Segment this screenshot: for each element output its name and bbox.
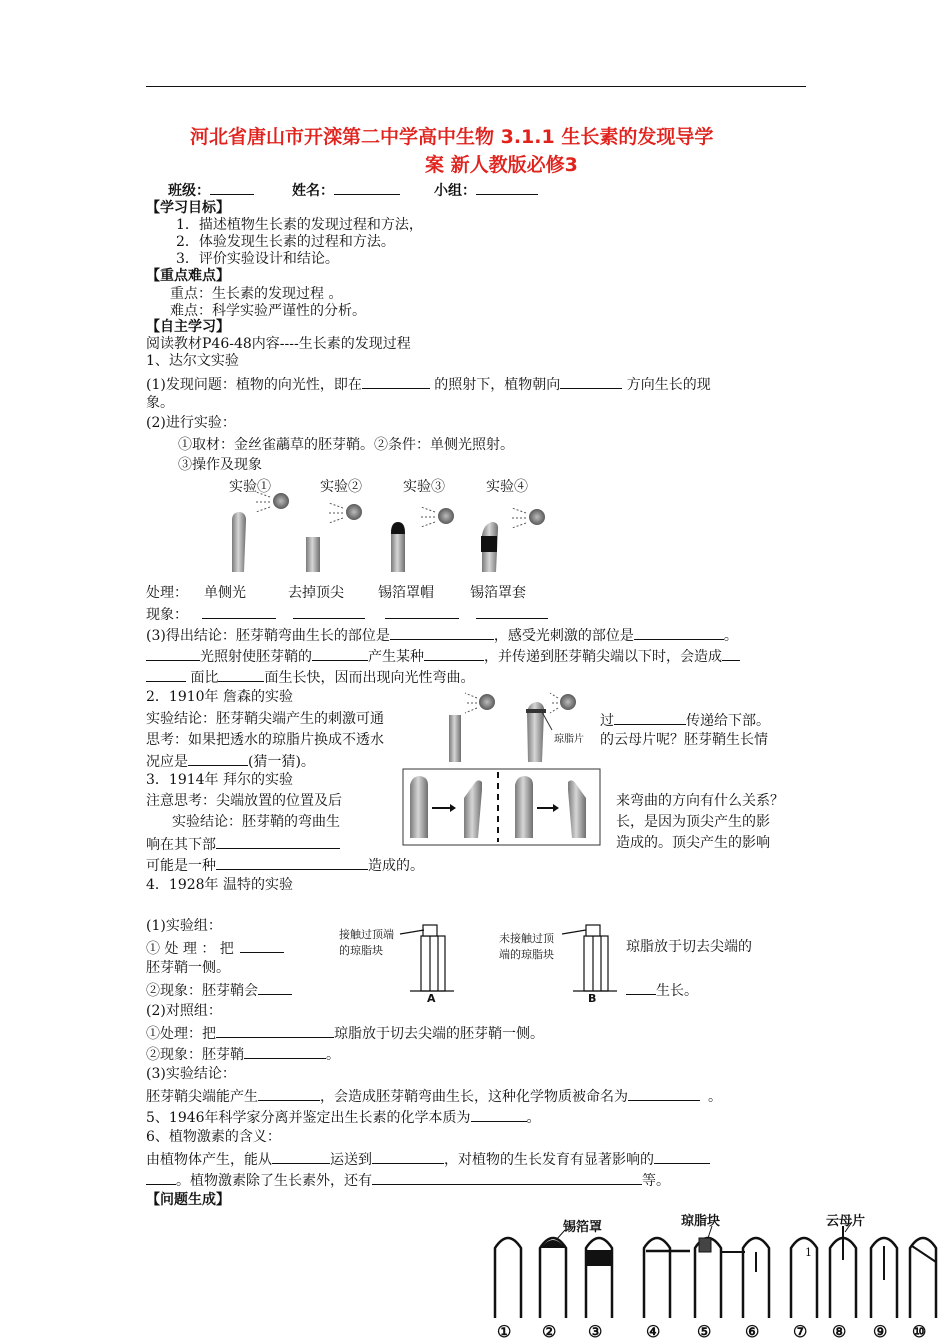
jensen-e: 的云母片呢？胚芽鞘生长情 [600, 732, 768, 748]
num-2: ② [542, 1322, 557, 1341]
goal-3: 3．评价实验设计和结论。 [176, 251, 339, 267]
darwin-q2a: ①取材：金丝雀虉草的胚芽鞘。②条件：单侧光照射。 [178, 437, 514, 453]
proc-4: 锡箔罩套 [470, 585, 526, 601]
went-label-b1: 未接触过顶 [499, 932, 554, 945]
went-A: A [427, 992, 436, 1005]
paal-f: 造成的。顶尖产生的影响 [616, 835, 770, 851]
label-foil: 锡箔罩 [563, 1220, 603, 1235]
num-4: ④ [646, 1322, 661, 1341]
section-self-study: 【自主学习】 [146, 319, 230, 335]
s6-a: 由植物体产生，能从 运送到 ，对植物的生长发育有显著影响的 [146, 1149, 710, 1169]
paal-title: 3．1914年 拜尔的实验 [146, 772, 293, 788]
jensen-a: 实验结论：胚芽鞘尖端产生的刺激可通 [146, 711, 384, 727]
num-3: ③ [588, 1322, 603, 1341]
paal-d: 长，是因为顶尖产生的影 [616, 814, 770, 830]
num-1: ① [497, 1322, 512, 1341]
s5: 5、1946年科学家分离并鉴定出生长素的化学本质为 。 [146, 1107, 541, 1127]
went-p1b: 琼脂放于切去尖端的 [626, 939, 752, 955]
exp-label-4: 实验④ [486, 479, 528, 495]
went-concl-text: 胚芽鞘尖端能产生 ，会造成胚芽鞘弯曲生长，这种化学物质被命名为 。 [146, 1086, 722, 1106]
num-7: ⑦ [793, 1322, 808, 1341]
difficulty: 难点：科学实验严谨性的分析。 [170, 303, 366, 319]
darwin-title: 1、达尔文实验 [146, 353, 239, 369]
paal-b: 来弯曲的方向有什么关系？ [616, 793, 784, 809]
proc-1: 单侧光 [204, 585, 246, 601]
jensen-b: 过 传递给下部。 [600, 710, 770, 730]
proc-3: 锡箔罩帽 [378, 585, 434, 601]
s6-b: 。植物激素除了生长素外，还有 等。 [146, 1170, 670, 1190]
goal-2: 2．体验发现生长素的过程和方法。 [176, 234, 395, 250]
s6-title: 6、植物激素的含义： [146, 1129, 281, 1145]
num-9: ⑨ [873, 1322, 888, 1341]
exp-label-1: 实验① [229, 479, 271, 495]
darwin-q3-cont: 光照射使胚芽鞘的 产生某种 ，并传递到胚芽鞘尖端以下时，会造成 [146, 646, 740, 666]
num-10: ⑩ [912, 1322, 927, 1341]
jensen-d: 思考：如果把透水的琼脂片换成不透水 [146, 732, 384, 748]
num-8: ⑧ [832, 1322, 847, 1341]
paal-a: 注意思考：尖端放置的位置及后 [146, 793, 342, 809]
jensen-title: 2．1910年 詹森的实验 [146, 689, 293, 705]
exp-label-3: 实验③ [403, 479, 445, 495]
reading-note: 阅读教材P46-48内容----生长素的发现过程 [146, 336, 411, 352]
page-number: 1 [805, 1246, 812, 1259]
class-field[interactable]: 班级： [168, 180, 254, 200]
darwin-q2: (2)进行实验： [146, 415, 236, 431]
went-B: B [588, 992, 597, 1005]
page-title: 河北省唐山市开滦第二中学高中生物 3.1.1 生长素的发现导学 [190, 126, 714, 148]
label-agar: 琼脂块 [681, 1214, 721, 1229]
went-p1a: ① 处 理 ： 把 [146, 938, 284, 958]
darwin-q1-cont: 象。 [146, 395, 174, 411]
exp-label-2: 实验② [320, 479, 362, 495]
darwin-q3: (3)得出结论：胚芽鞘弯曲生长的部位是 ，感受光刺激的部位是 。 [146, 625, 738, 645]
phen-row[interactable]: 现象： [146, 604, 548, 624]
section-key: 【重点难点】 [146, 268, 230, 284]
paal-e: 响在其下部 [146, 834, 340, 854]
went-c2: ②现象：胚芽鞘 。 [146, 1044, 340, 1064]
section-questions: 【问题生成】 [146, 1192, 230, 1208]
key-point: 重点：生长素的发现过程 。 [170, 286, 343, 302]
went-label-a2: 的琼脂块 [339, 944, 383, 957]
jensen-f: 况应是 (猜一猜)。 [146, 751, 315, 771]
went-label-a1: 接触过顶端 [339, 928, 394, 941]
darwin-q3-cont2: 面比 面生长快，因而出现向光性弯曲。 [146, 667, 474, 687]
page-title-cont: 案 新人教版必修3 [425, 154, 578, 176]
num-5: ⑤ [697, 1322, 712, 1341]
paal-g: 可能是一种 造成的。 [146, 855, 424, 875]
went-concl: (3)实验结论： [146, 1066, 236, 1082]
went-label-b2: 端的琼脂块 [499, 948, 554, 961]
paal-c: 实验结论：胚芽鞘的弯曲生 [172, 814, 340, 830]
label-mica: 云母片 [826, 1214, 866, 1229]
went-ctrl: (2)对照组： [146, 1003, 222, 1019]
darwin-q2b: ③操作及现象 [178, 457, 262, 473]
proc-label: 处理： [146, 585, 188, 601]
went-p2a: ②现象：胚芽鞘会 [146, 980, 292, 1000]
darwin-q1: (1)发现问题：植物的向光性，即在 的照射下，植物朝向 方向生长的现 [146, 374, 711, 394]
goal-1: 1．描述植物生长素的发现过程和方法， [176, 217, 423, 233]
went-p2b: 生长。 [626, 980, 698, 1000]
group-field[interactable]: 小组： [434, 180, 538, 200]
num-6: ⑥ [745, 1322, 760, 1341]
went-p1c: 胚芽鞘一侧。 [146, 960, 230, 976]
agar-slice-label: 琼脂片 [554, 734, 584, 745]
section-goals: 【学习目标】 [146, 200, 230, 216]
went-title: 4．1928年 温特的实验 [146, 877, 293, 893]
proc-2: 去掉顶尖 [288, 585, 344, 601]
name-field[interactable]: 姓名： [292, 180, 400, 200]
went-exp: (1)实验组： [146, 918, 222, 934]
went-c1: ①处理：把 琼脂放于切去尖端的胚芽鞘一侧。 [146, 1023, 544, 1043]
